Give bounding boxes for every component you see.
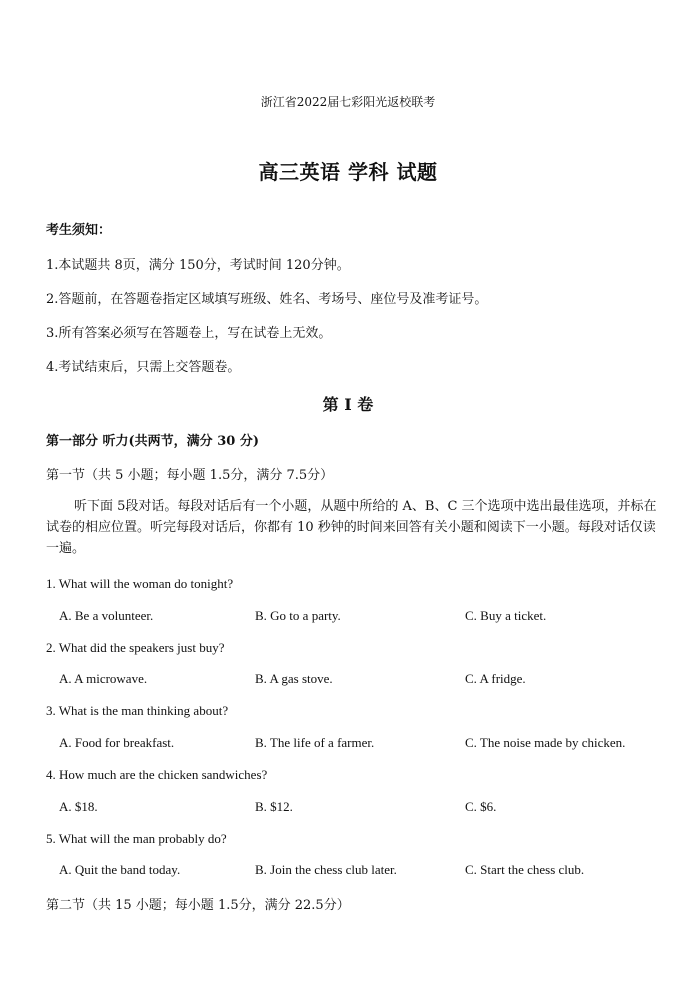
- page-title: 高三英语 学科 试题: [258, 160, 438, 184]
- question-4: 4. How much are the chicken sandwiches?: [46, 767, 268, 782]
- question-3-option-b: B. The life of a farmer.: [255, 735, 375, 750]
- question-1-option-c: C. Buy a ticket.: [465, 608, 547, 623]
- notice-heading: 考生须知：: [46, 223, 112, 238]
- question-4-option-b: B. $12.: [255, 799, 293, 814]
- section-one-title: 第一节（共 5 小题；每小题 1.5分，满分 7.5分）: [46, 468, 334, 483]
- part-one-title: 第一部分 听力(共两节，满分 30 分): [46, 434, 259, 449]
- question-2: 2. What did the speakers just buy?: [46, 640, 225, 655]
- notice-item: 3.所有答案必须写在答题卷上，写在试卷上无效。: [46, 326, 332, 341]
- question-4-option-c: C. $6.: [465, 799, 497, 814]
- question-5-option-c: C. Start the chess club.: [465, 862, 585, 877]
- question-2-option-c: C. A fridge.: [465, 671, 526, 686]
- question-1-option-b: B. Go to a party.: [255, 608, 341, 623]
- question-5-option-a: A. Quit the band today.: [59, 862, 181, 877]
- question-2-option-b: B. A gas stove.: [255, 671, 333, 686]
- question-1-option-a: A. Be a volunteer.: [59, 608, 154, 623]
- section-one-instructions: 听下面 5段对话。每段对话后有一个小题，从题中所给的 A、B、C 三个选项中选出最佳选项，并标在试卷的相应位置。听完每段对话后，你都有 10 秒钟的时间来回答有关小题和阅读下一小题。每段对话仅读一遍。: [46, 499, 657, 556]
- exam-header: 浙江省2022届七彩阳光返校联考: [260, 95, 436, 109]
- notice-item: 1.本试题共 8页，满分 150分，考试时间 120分钟。: [46, 258, 350, 273]
- question-4-option-a: A. $18.: [59, 799, 98, 814]
- question-3: 3. What is the man thinking about?: [46, 703, 229, 718]
- question-2-option-a: A. A microwave.: [59, 671, 148, 686]
- question-5-option-b: B. Join the chess club later.: [255, 862, 397, 877]
- question-5: 5. What will the man probably do?: [46, 831, 227, 846]
- question-3-option-a: A. Food for breakfast.: [59, 735, 175, 750]
- question-1: 1. What will the woman do tonight?: [46, 576, 234, 591]
- question-3-option-c: C. The noise made by chicken.: [465, 735, 626, 750]
- section-two-title: 第二节（共 15 小题；每小题 1.5分，满分 22.5分）: [46, 898, 350, 913]
- notice-item: 4.考试结束后，只需上交答题卷。: [46, 360, 241, 375]
- volume-title: 第 I 卷: [322, 395, 374, 414]
- notice-item: 2.答题前，在答题卷指定区域填写班级、姓名、考场号、座位号及准考证号。: [46, 292, 488, 307]
